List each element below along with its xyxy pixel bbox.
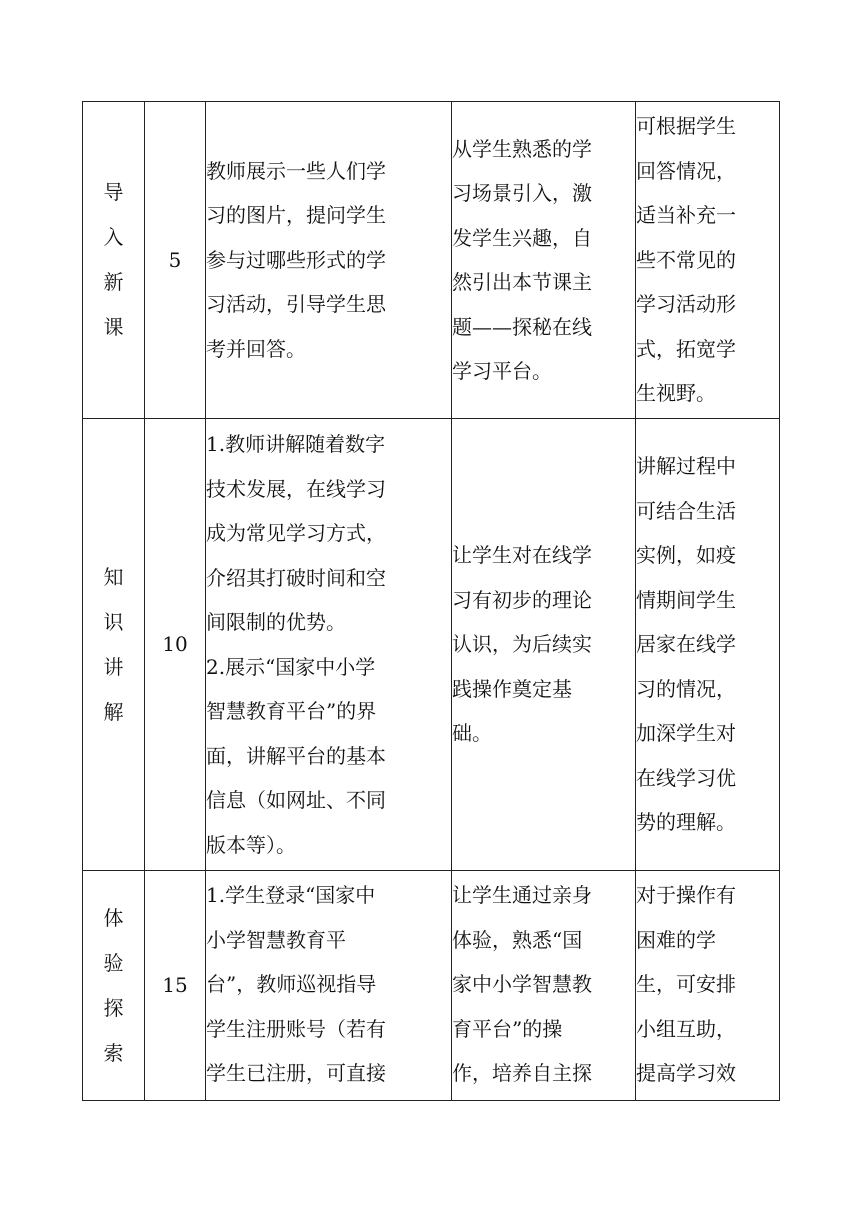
note-cell: 可根据学生 回答情况， 适当补充一 些不常见的 学习活动形 式，拓宽学 生视野。 xyxy=(636,102,780,419)
stage-cell xyxy=(83,871,145,1101)
table-row-intro xyxy=(83,102,780,419)
table-row-knowledge xyxy=(83,419,780,871)
table-row-experience xyxy=(83,871,780,1101)
intent-cell: 让学生通过亲身 体验，熟悉“国 家中小学智慧教 育平台”的操 作，培养自主探 xyxy=(452,871,636,1101)
intent-cell: 从学生熟悉的学 习场景引入，激 发学生兴趣，自 然引出本节课主 题——探秘在线 学习平台。 xyxy=(452,102,636,419)
note-cell: 讲解过程中 可结合生活 实例，如疫 情期间学生 居家在线学 习的情况， 加深学生对 在线学习优 势的理解。 xyxy=(636,419,780,871)
minutes-cell: 5 xyxy=(145,102,206,419)
stage-cell xyxy=(83,419,145,871)
stage-label: 体 验 探 索 xyxy=(103,905,124,1065)
intent-cell: 让学生对在线学 习有初步的理论 认识，为后续实 践操作奠定基 础。 xyxy=(452,419,636,871)
note-cell: 对于操作有 困难的学 生，可安排 小组互助， 提高学习效 xyxy=(636,871,780,1101)
minutes-cell: 10 xyxy=(145,419,206,871)
stage-label: 导 入 新 课 xyxy=(103,180,124,339)
activity-cell: 教师展示一些人们学 习的图片，提问学生 参与过哪些形式的学 习活动，引导学生思 考并回答。 xyxy=(206,102,452,419)
lesson-plan-table xyxy=(82,101,780,1101)
stage-label: 知 识 讲 解 xyxy=(103,564,124,724)
stage-cell xyxy=(83,102,145,419)
activity-cell: 1.教师讲解随着数字 技术发展，在线学习 成为常见学习方式， 介绍其打破时间和空 间限制的优势。 2.展示“国家中小学 智慧教育平台”的界 面，讲解平台的基本 信息（如网址、不同 版本等）。 xyxy=(206,419,452,871)
activity-cell: 1.学生登录“国家中 小学智慧教育平 台”，教师巡视指导 学生注册账号（若有 学生已注册，可直接 xyxy=(206,871,452,1101)
minutes-cell: 15 xyxy=(145,871,206,1101)
